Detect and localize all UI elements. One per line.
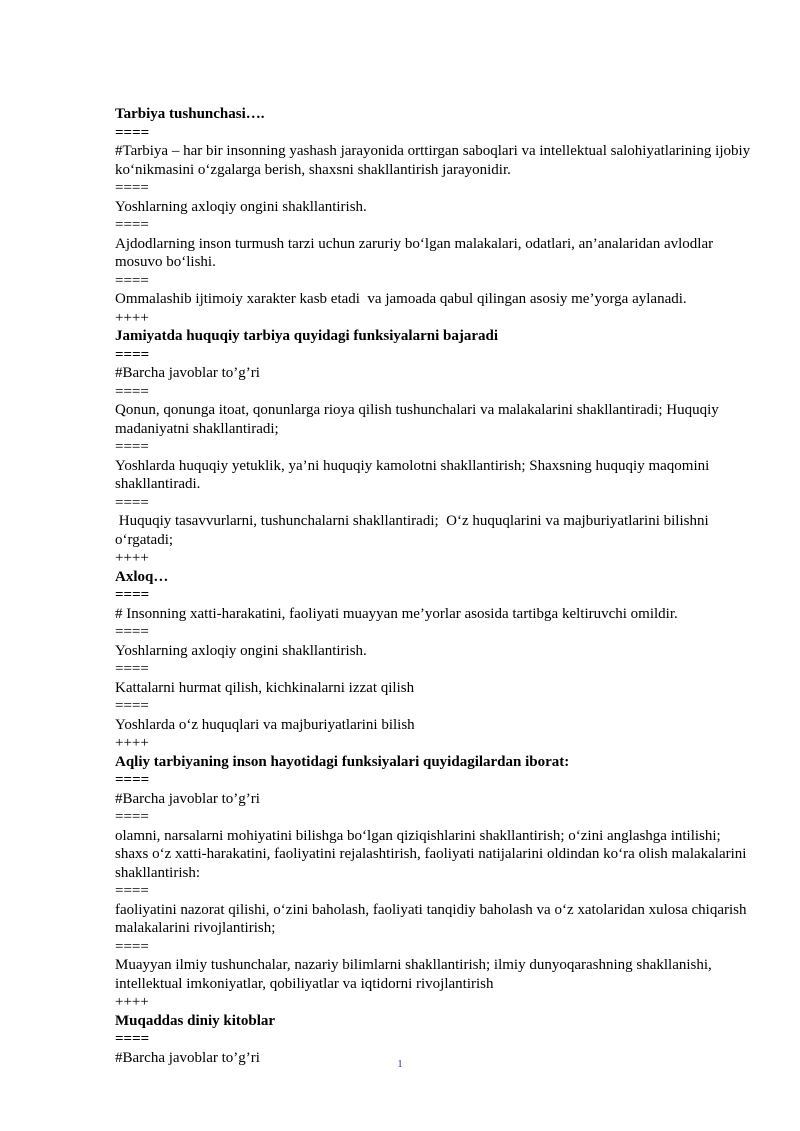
question-separator: ++++ xyxy=(115,550,149,566)
answer-separator: ==== xyxy=(115,772,150,788)
answer-separator: ==== xyxy=(115,217,149,233)
answer-option: Yoshlarda o‘z huquqlari va majburiyatlarini bilish xyxy=(115,716,415,733)
answer-option: Ommalashib ijtimoiy xarakter kasb etadi va jamoada qabul qilingan asosiy me’yorga aylanadi. xyxy=(115,291,687,307)
question-separator: ++++ xyxy=(115,309,149,326)
correct-answer: # Insonning xatti-harakatini, faoliyati muayyan me’yorlar asosida tartibga keltiruvchi omildir. xyxy=(115,605,678,622)
answer-option: Yoshlarning axloqiy ongini shakllantirish. xyxy=(115,642,367,659)
answer-option: faoliyatini nazorat qilishi, o‘zini baholash, faoliyati tanqidiy baholash va o‘z xatolaridan xulosa chiqarish malakalarini rivojlantirish; xyxy=(115,901,751,936)
answer-separator: ==== xyxy=(115,383,149,400)
question-heading: Muqaddas diniy kitoblar xyxy=(115,1012,276,1029)
question-separator: ++++ xyxy=(115,994,149,1010)
answer-separator: ==== xyxy=(115,180,149,196)
question-heading: Aqliy tarbiyaning inson hayotidagi funksiyalari quyidagilardan iborat: xyxy=(115,753,570,770)
question-separator: ++++ xyxy=(115,735,149,751)
answer-separator: ==== xyxy=(115,661,149,677)
answer-separator: ==== xyxy=(115,624,149,640)
correct-answer: #Barcha javoblar to’g’ri xyxy=(115,365,260,381)
answer-option: Yoshlarning axloqiy ongini shakllantirish. xyxy=(115,198,367,215)
answer-separator: ==== xyxy=(115,698,149,714)
question-heading: Jamiyatda huquqiy tarbiya quyidagi funksiyalarni bajaradi xyxy=(115,328,499,344)
question-heading: Tarbiya tushunchasi…. xyxy=(115,106,265,122)
answer-separator: ==== xyxy=(115,272,149,289)
correct-answer: #Barcha javoblar to’g’ri xyxy=(115,790,260,807)
answer-separator: ==== xyxy=(115,494,149,511)
answer-option: Huquqiy tasavvurlarni, tushunchalarni shakllantiradi; O‘z huquqlarini va majburiyatlarini bilishni o‘rgatadi; xyxy=(115,513,713,548)
question-heading: Axloq… xyxy=(115,568,169,585)
answer-option: Ajdodlarning inson turmush tarzi uchun zaruriy bo‘lgan malakalari, odatlari, an’analaridan avlodlar mosuvo bo‘lishi. xyxy=(115,235,717,270)
answer-separator: ==== xyxy=(115,124,150,141)
correct-answer: #Tarbiya – har bir insonning yashash jarayonida orttirgan saboqlari va intellektual salohiyatlarining ijobiy ko‘nikmasini o‘zgalarga berish, shaxsni shakllantirish jarayonidir. xyxy=(115,143,754,178)
answer-separator: ==== xyxy=(115,938,149,955)
answer-separator: ==== xyxy=(115,439,149,455)
answer-option: olamni, narsalarni mohiyatini bilishga bo‘lgan qiziqishlarini shakllantirish; o‘zini anglashga intilishi; shaxs o‘z xatti-harakatini, faoliyatini rejalashtirish, faoliyati natijalarini oldindan ko‘ra olish malakalarini shakllantirish: xyxy=(115,827,751,881)
answer-separator: ==== xyxy=(115,1031,150,1047)
answer-option: Kattalarni hurmat qilish, kichkinalarni izzat qilish xyxy=(115,679,415,696)
answer-option: Yoshlarda huquqiy yetuklik, ya’ni huquqiy kamolotni shakllantirish; Shaxsning huquqiy maqomini shakllantiradi. xyxy=(115,457,714,492)
answer-separator: ==== xyxy=(115,883,149,899)
answer-option: Qonun, qonunga itoat, qonunlarga rioya qilish tushunchalari va malakalarini shakllantiradi; Huquqiy madaniyatni shakllantiradi; xyxy=(115,402,723,437)
correct-answer: #Barcha javoblar to’g’ri xyxy=(115,1049,260,1066)
answer-separator: ==== xyxy=(115,809,149,825)
page-number: 1 xyxy=(397,1058,403,1070)
answer-separator: ==== xyxy=(115,346,150,363)
answer-option: Muayyan ilmiy tushunchalar, nazariy bilimlarni shakllantirish; ilmiy dunyoqarashning shakllanishi, intellektual imkoniyatlar, qobiliyatlar va iqtidorni rivojlantirish xyxy=(115,957,716,992)
document-body xyxy=(115,105,755,1067)
answer-separator: ==== xyxy=(115,587,150,603)
